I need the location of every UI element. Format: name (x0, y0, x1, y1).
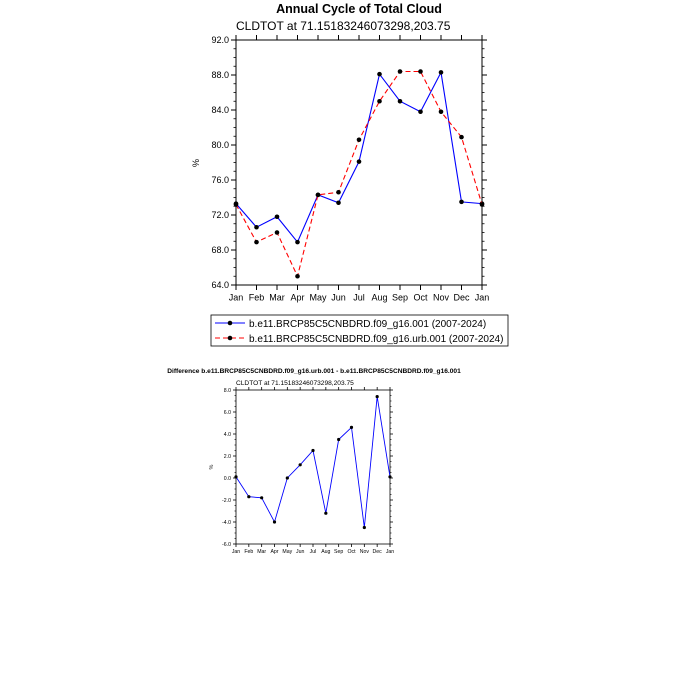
y-tick-label: 92.0 (211, 35, 229, 46)
x-tick-label: Nov (359, 548, 369, 555)
x-tick-label: Dec (372, 548, 382, 555)
series-point (234, 202, 239, 207)
series-point (377, 72, 382, 77)
series-point (247, 495, 250, 498)
series-point (254, 225, 259, 230)
y-tick-label: -2.0 (222, 497, 231, 504)
series-point (398, 69, 403, 74)
series-point (234, 475, 237, 478)
chart2-subtitle: CLDTOT at 71.15183246073298,203.75 (236, 380, 354, 387)
series-point (418, 109, 423, 114)
chart2-plot (222, 387, 394, 555)
chart1-ylabel: % (191, 158, 201, 168)
y-tick-label: 76.0 (211, 175, 229, 186)
y-tick-label: 80.0 (211, 140, 229, 151)
x-tick-label: May (309, 292, 327, 303)
y-tick-label: 4.0 (223, 431, 231, 438)
x-tick-label: Sep (391, 292, 409, 303)
series-point (286, 476, 289, 479)
series-point (295, 274, 300, 279)
series-point (357, 159, 362, 164)
x-tick-label: Jan (474, 292, 490, 303)
x-tick-label: Apr (270, 548, 279, 555)
x-tick-label: Jun (331, 292, 346, 303)
y-tick-label: 88.0 (211, 70, 229, 81)
series-point (439, 70, 444, 75)
x-tick-label: Feb (244, 548, 254, 555)
legend-marker-series2 (228, 336, 233, 341)
series-point (324, 512, 327, 515)
legend-label-series1: b.e11.BRCP85C5CNBDRD.f09_g16.001 (2007-2024) (249, 319, 487, 330)
series-point (299, 463, 302, 466)
x-tick-label: Jan (228, 292, 244, 303)
x-tick-label: Apr (290, 292, 305, 303)
x-tick-label: Oct (347, 548, 356, 555)
series-point (439, 109, 444, 114)
y-tick-label: -4.0 (222, 519, 231, 526)
y-tick-label: 2.0 (223, 453, 231, 460)
y-tick-label: 72.0 (211, 210, 229, 221)
series-point (418, 69, 423, 74)
x-tick-label: Mar (257, 548, 267, 555)
series-point (388, 475, 391, 478)
series-point (311, 449, 314, 452)
x-tick-label: Dec (453, 292, 470, 303)
series-point (316, 193, 321, 198)
series-line-2 (236, 72, 482, 277)
series-point (275, 230, 280, 235)
chart2-title: Difference b.e11.BRCP85C5CNBDRD.f09_g16.urb.001 - b.e11.BRCP85C5CNBDRD.f09_g16.001 (167, 368, 461, 375)
chart2-ylabel: % (209, 464, 215, 470)
x-tick-label: Mar (269, 292, 285, 303)
x-tick-label: Jan (231, 548, 241, 555)
series-line-1 (236, 72, 482, 242)
series-point (336, 190, 341, 195)
series-point (398, 99, 403, 104)
series-point (357, 137, 362, 142)
series-point (273, 520, 276, 523)
chart1-subtitle: CLDTOT at 71.15183246073298,203.75 (236, 19, 451, 33)
series-point (480, 202, 485, 207)
chart1-plot (211, 35, 489, 302)
x-tick-label: May (282, 548, 293, 555)
series-point (459, 135, 464, 140)
y-tick-label: 0.0 (223, 475, 231, 482)
x-tick-label: Sep (334, 548, 344, 555)
x-tick-label: Jun (295, 548, 305, 555)
series-point (254, 240, 259, 245)
series-point (295, 240, 300, 245)
x-tick-label: Aug (371, 292, 388, 303)
y-tick-label: 64.0 (211, 280, 229, 291)
x-tick-label: Feb (248, 292, 265, 303)
x-tick-label: Aug (321, 548, 331, 555)
series-point (337, 438, 340, 441)
series-point (260, 496, 263, 499)
series-line-1 (236, 397, 390, 528)
x-tick-label: Nov (432, 292, 450, 303)
plot-frame (236, 390, 390, 544)
y-tick-label: 6.0 (223, 409, 231, 416)
series-point (336, 200, 341, 205)
series-point (275, 214, 280, 219)
series-point (363, 526, 366, 529)
series-point (350, 426, 353, 429)
legend-label-series2: b.e11.BRCP85C5CNBDRD.f09_g16.urb.001 (2007-2024) (249, 334, 504, 345)
series-point (459, 200, 464, 205)
x-tick-label: Jan (385, 548, 395, 555)
x-tick-label: Oct (413, 292, 428, 303)
y-tick-label: 68.0 (211, 245, 229, 256)
chart1-title: Annual Cycle of Total Cloud (276, 2, 442, 16)
y-tick-label: 8.0 (223, 387, 231, 394)
chart1-legend (211, 315, 508, 346)
legend-marker-series1 (228, 321, 233, 326)
y-tick-label: -6.0 (222, 541, 231, 548)
series-point (376, 395, 379, 398)
x-tick-label: Jul (353, 292, 365, 303)
y-tick-label: 84.0 (211, 105, 229, 116)
series-point (377, 99, 382, 104)
x-tick-label: Jul (309, 548, 317, 555)
